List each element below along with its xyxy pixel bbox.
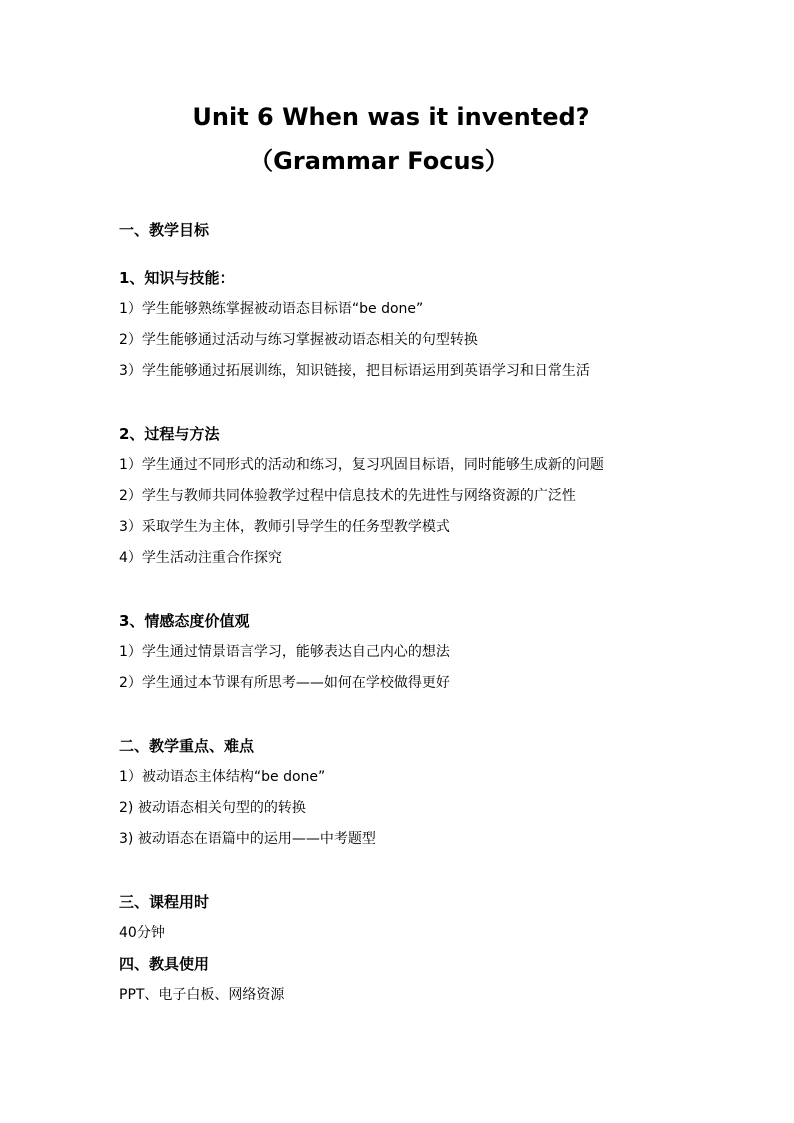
list-item: 3) 被动语态在语篇中的运用——中考题型 <box>119 831 376 847</box>
list-item: 1）学生能够熟练掌握被动语态目标语“be done” <box>119 301 424 317</box>
document-title: Unit 6 When was it invented? <box>192 103 590 131</box>
section-heading-objectives: 一、教学目标 <box>119 221 210 239</box>
list-item: 3）学生能够通过拓展训练，知识链接，把目标语运用到英语学习和日常生活 <box>119 363 590 379</box>
subsection-heading-process: 2、过程与方法 <box>119 425 220 443</box>
section-heading-duration: 三、课程用时 <box>119 893 210 911</box>
subsection-heading-knowledge: 1、知识与技能： <box>119 269 235 287</box>
list-item: 2）学生通过本节课有所思考——如何在学校做得更好 <box>119 675 450 691</box>
list-item: 4）学生活动注重合作探究 <box>119 550 282 566</box>
list-item: 3）采取学生为主体，教师引导学生的任务型教学模式 <box>119 519 450 535</box>
subsection-heading-values: 3、情感态度价值观 <box>119 612 250 630</box>
tools-value: PPT、电子白板、网络资源 <box>119 987 285 1003</box>
list-item: 2）学生与教师共同体验教学过程中信息技术的先进性与网络资源的广泛性 <box>119 488 576 504</box>
list-item: 1）学生通过不同形式的活动和练习，复习巩固目标语，同时能够生成新的问题 <box>119 457 604 473</box>
list-item: 1）学生通过情景语言学习，能够表达自己内心的想法 <box>119 644 450 660</box>
list-item: 2) 被动语态相关句型的的转换 <box>119 800 306 816</box>
duration-value: 40分钟 <box>119 925 165 941</box>
list-item: 1）被动语态主体结构“be done” <box>119 769 326 785</box>
document-subtitle: （Grammar Focus） <box>249 147 509 175</box>
section-heading-tools: 四、教具使用 <box>119 955 210 973</box>
list-item: 2）学生能够通过活动与练习掌握被动语态相关的句型转换 <box>119 332 478 348</box>
section-heading-keypoints: 二、教学重点、难点 <box>119 737 255 755</box>
